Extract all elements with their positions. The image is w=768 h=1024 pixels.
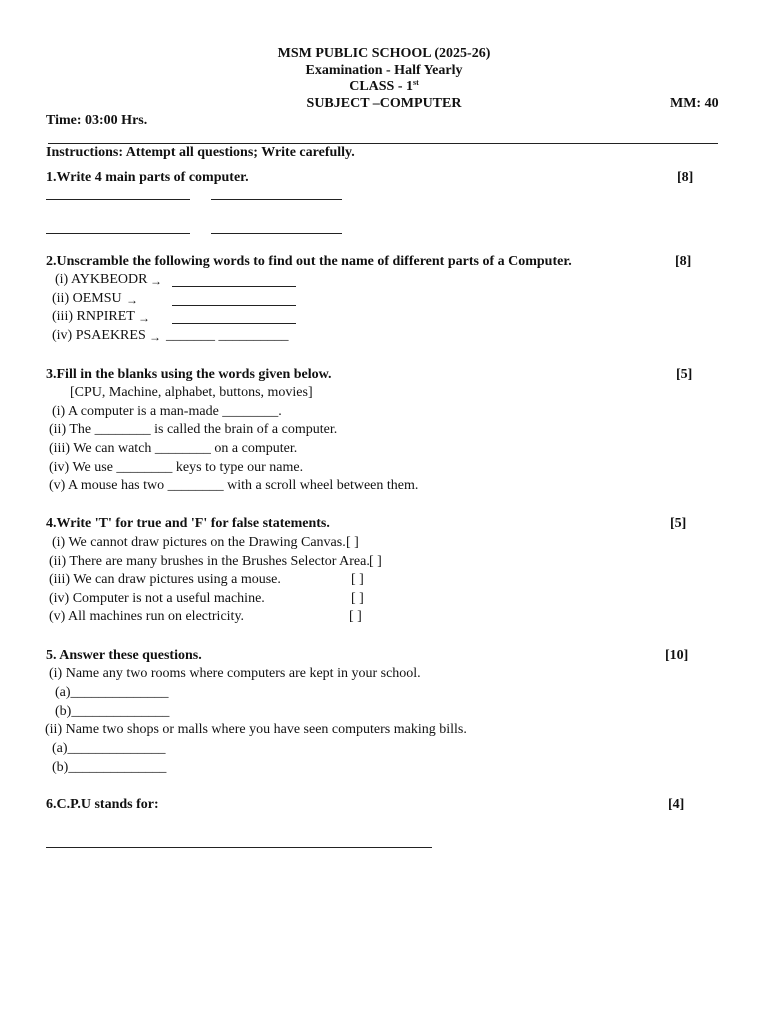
arrow-icon: →	[138, 311, 150, 325]
school-name: MSM PUBLIC SCHOOL (2025-26)	[277, 46, 491, 61]
question-6-marks: [4]	[668, 797, 685, 812]
true-false-item: (ii) There are many brushes in the Brushes Selector Area.	[49, 554, 370, 569]
true-false-item: (i) We cannot draw pictures on the Drawing Canvas.	[52, 535, 346, 550]
scramble-item: (i) AYKBEODR	[55, 272, 148, 287]
class-text: CLASS - 1	[349, 79, 413, 94]
true-false-item: (iii) We can draw pictures using a mouse.	[49, 572, 281, 587]
exam-title: Examination - Half Yearly	[305, 63, 463, 78]
answer-blank-a[interactable]: (a)______________	[55, 685, 169, 700]
question-4-marks: [5]	[670, 516, 687, 531]
question-6: 6.C.P.U stands for:	[46, 797, 159, 812]
answer-line[interactable]	[172, 286, 296, 287]
sub-question-2: (ii) Name two shops or malls where you have seen computers making bills.	[45, 722, 467, 737]
fill-blank-item: (iv) We use ________ keys to type our name.	[49, 460, 304, 475]
answer-line[interactable]	[172, 323, 296, 324]
true-false-item: (v) All machines run on electricity.	[49, 609, 245, 624]
word-bank: [CPU, Machine, alphabet, buttons, movies]	[70, 385, 313, 400]
question-2: 2.Unscramble the following words to find out the name of different parts of a Computer.	[46, 254, 572, 269]
question-2-marks: [8]	[675, 254, 692, 269]
question-5-marks: [10]	[665, 648, 689, 663]
header-divider	[48, 143, 718, 144]
fill-blank-item: (i) A computer is a man-made ________.	[52, 404, 282, 419]
class-label	[0, 79, 768, 95]
question-1-marks: [8]	[677, 170, 694, 185]
scramble-item: (ii) OEMSU	[52, 291, 122, 306]
answer-line[interactable]	[211, 199, 342, 200]
arrow-icon: →	[126, 293, 138, 307]
answer-line[interactable]	[46, 233, 190, 234]
fill-blank-item: (iii) We can watch ________ on a computer.	[49, 441, 298, 456]
true-false-item: (iv) Computer is not a useful machine.	[49, 591, 265, 606]
instructions: Instructions: Attempt all questions; Write carefully.	[46, 145, 355, 160]
question-3: 3.Fill in the blanks using the words given below.	[46, 367, 332, 382]
answer-box[interactable]: [ ]	[346, 535, 359, 550]
answer-line[interactable]	[172, 305, 296, 306]
answer-line[interactable]	[46, 199, 190, 200]
question-1: 1.Write 4 main parts of computer.	[46, 170, 249, 185]
answer-blank-b[interactable]: (b)______________	[52, 760, 167, 775]
fill-blank-item: (v) A mouse has two ________ with a scroll wheel between them.	[49, 478, 419, 493]
scramble-item: (iii) RNPIRET	[52, 309, 135, 324]
max-marks: MM: 40	[670, 96, 719, 111]
scramble-item: (iv) PSAEKRES	[52, 328, 146, 343]
answer-blank-a[interactable]: (a)______________	[52, 741, 166, 756]
class-superscript: st	[413, 78, 419, 87]
sub-question-1: (i) Name any two rooms where computers are kept in your school.	[49, 666, 421, 681]
answer-box[interactable]: [ ]	[351, 572, 364, 587]
answer-box[interactable]: [ ]	[351, 591, 364, 606]
question-4: 4.Write 'T' for true and 'F' for false statements.	[46, 516, 330, 531]
question-5: 5. Answer these questions.	[46, 648, 202, 663]
arrow-icon: →	[150, 274, 162, 288]
answer-blank[interactable]: _______ __________	[166, 328, 289, 343]
answer-line[interactable]	[211, 233, 342, 234]
fill-blank-item: (ii) The ________ is called the brain of a computer.	[49, 422, 338, 437]
answer-box[interactable]: [ ]	[349, 609, 362, 624]
answer-line[interactable]	[46, 847, 432, 848]
question-3-marks: [5]	[676, 367, 693, 382]
answer-box[interactable]: [ ]	[369, 554, 382, 569]
answer-blank-b[interactable]: (b)______________	[55, 704, 170, 719]
exam-time: Time: 03:00 Hrs.	[46, 113, 148, 128]
arrow-icon: →	[149, 330, 161, 344]
subject-label: SUBJECT –COMPUTER	[306, 96, 462, 111]
